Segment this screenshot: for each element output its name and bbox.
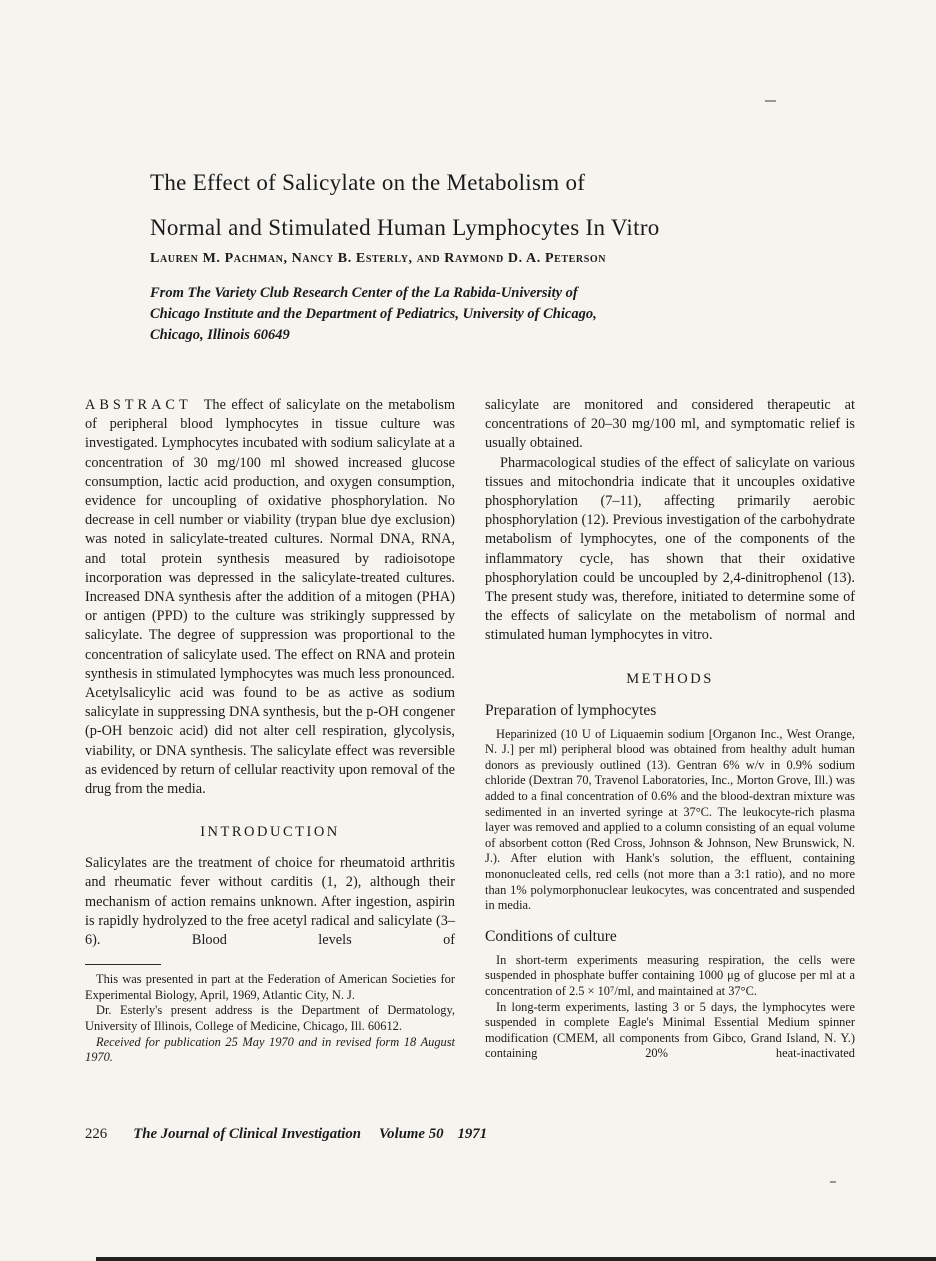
continuation-paragraph: salicylate are monitored and considered therapeutic at concentrations of 20–30 mg/100 ml, and symptomatic relief is usually obtained. xyxy=(485,397,855,452)
abstract-text: The effect of salicylate on the metabolism of peripheral blood lymphocytes in tissue culture was investigated. Lymphocytes incubated with sodium salicylate at a concentration of 30 mg/100 ml showed increased glucose consumption, lactic acid production, and oxygen consumption, evidence for uncoupling of oxidative phosphorylation. No decrease in cell number or viability (trypan blue dye exclusion) was noted in salicylate-treated cultures. Normal DNA, RNA, and total protein synthesis measured by radioisotope incorporation was depressed in the salicylate-treated cultures. Increased DNA synthesis after the addition of a mitogen (PHA) or antigen (PPD) to the culture was strikingly suppressed by salicylate. The degree of suppression was proportional to the concentration of salicylate used. The effect on RNA and protein synthesis in stimulated lymphocytes was much less pronounced. Acetylsalicylic acid was found to be as active as sodium salicylate in suppressing DNA synthesis, but the p-OH congener (p-OH benzoic acid) did not alter cell respiration, glycolysis, viability, or DNA synthesis. The salicylate effect was reversible as evidenced by return of cellular reactivity upon removal of the drug from the media. xyxy=(85,397,455,798)
footnote-presented: This was presented in part at the Federation of American Societies for Experimental Biology, April, 1969, Atlantic City, N. J. xyxy=(85,972,455,1002)
methods-heading: METHODS xyxy=(626,670,714,687)
long-term-paragraph: In long-term experiments, lasting 3 or 5 days, the lymphocytes were suspended in complete Eagle's Minimal Essential Medium spinner modification (CMEM, all components from Gibco, Grand Island, N. Y.) containing 20% heat-inactivated xyxy=(485,999,855,1061)
affiliation-line2: Chicago Institute and the Department of Pediatrics, University of Chicago, xyxy=(150,306,597,322)
article-title-line1: The Effect of Salicylate on the Metabolism of xyxy=(150,170,586,195)
culture-subheading: Conditions of culture xyxy=(485,927,617,945)
introduction-paragraph: Salicylates are the treatment of choice for rheumatoid arthritis and rheumatic fever without carditis (1, 2), although their mechanism of action remains unknown. After ingestion, aspirin is rapidly hydrolyzed to the free acetyl radical and salicylate (3–6). Blood levels of xyxy=(85,855,455,949)
introduction-heading: INTRODUCTION xyxy=(200,824,340,841)
short-term-paragraph: In short-term experiments measuring respiration, the cells were suspended in phosphate buffer containing 1000 μg of glucose per ml at a concentration of 2.5 × 10⁷/ml, and maintained at 37°C. xyxy=(485,952,855,998)
affiliation-line1: From The Variety Club Research Center of the La Rabida-University of xyxy=(150,285,578,301)
article-title-line2: Normal and Stimulated Human Lymphocytes In Vitro xyxy=(150,215,660,240)
article-title xyxy=(150,160,800,250)
scan-edge-artifact xyxy=(96,1257,936,1261)
pharmacological-paragraph: Pharmacological studies of the effect of salicylate on various tissues and mitochondria indicate that it uncouples oxidative phosphorylation (7–11), affecting primarily aerobic phosphorylation (12). Previous investigation of the carbohydrate metabolism of lymphocytes, one of the components of the inflammatory cycle, has shown that their oxidative phosphorylation could be uncoupled by 2,4-dinitrophenol (13). The present study was, therefore, initiated to determine some of the effects of salicylate on the metabolism of normal and stimulated human lymphocytes in vitro. xyxy=(485,454,855,644)
footnote-address: Dr. Esterly's present address is the Department of Dermatology, University of Illinois, College of Medicine, Chicago, Ill. 60612. xyxy=(85,1003,455,1034)
affiliation-line3: Chicago, Illinois 60649 xyxy=(150,327,290,343)
scan-artifact xyxy=(765,100,776,102)
abstract-paragraph xyxy=(85,396,455,799)
preparation-paragraph: Heparinized (10 U of Liquaemin sodium [Organon Inc., West Orange, N. J.] per ml) peripheral blood was obtained from healthy adult human donors as previously outlined (13). Gentran 6% w/v in 0.9% sodium chloride (Dextran 70, Travenol Laboratories, Inc., Morton Grove, Ill.) was added to a final concentration of 0.6% and the blood-dextran mixture was sedimented in an inverted syringe at 37°C. The leukocyte-rich plasma layer was removed and applied to a column consisting of an equal volume of absorbent cotton (Red Cross, Johnson & Johnson, New Brunswick, N. J.). After elution with Hank's solution, the effluent, containing mononucleated cells, red cells (not more than a 3:1 ratio), and no more than 1% polymorphonuclear leukocytes, was concentrated and suspended in media. xyxy=(485,726,855,913)
volume-label: Volume 50 xyxy=(378,1126,444,1142)
year-label: 1971 xyxy=(457,1126,488,1142)
journal-title: The Journal of Clinical Investigation xyxy=(133,1126,361,1142)
affiliation-block xyxy=(150,283,710,346)
left-column xyxy=(85,396,455,1066)
preparation-subheading: Preparation of lymphocytes xyxy=(485,701,657,719)
page-footer xyxy=(85,1126,855,1143)
scan-artifact xyxy=(830,1181,836,1183)
abstract-label: ABSTRACT xyxy=(85,397,192,413)
footnote-divider xyxy=(85,964,161,965)
authors-line: Lauren M. Pachman, Nancy B. Esterly, and Raymond D. A. Peterson xyxy=(150,251,607,266)
right-column xyxy=(485,396,855,1066)
two-column-body xyxy=(85,396,855,1066)
footnote-received: Received for publication 25 May 1970 and in revised form 18 August 1970. xyxy=(85,1034,455,1065)
page-number: 226 xyxy=(85,1126,108,1142)
